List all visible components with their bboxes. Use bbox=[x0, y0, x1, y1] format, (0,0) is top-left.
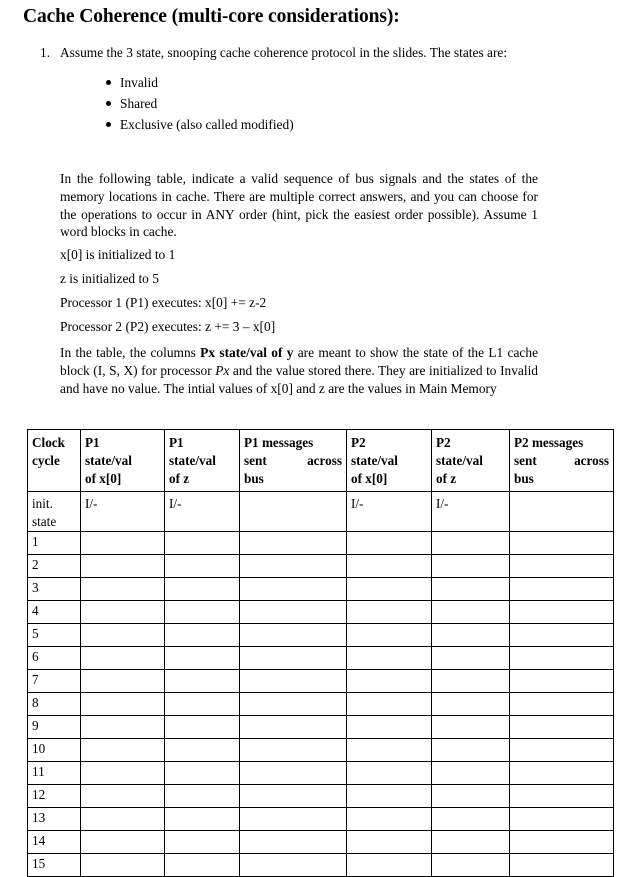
p1-z-cell[interactable] bbox=[165, 578, 240, 601]
cycle-number: 2 bbox=[28, 555, 81, 578]
header-p2-messages: P2 messages sent across bus bbox=[510, 430, 614, 492]
cycle-number: 5 bbox=[28, 624, 81, 647]
p1-msg-cell[interactable] bbox=[240, 624, 347, 647]
p2-x-cell[interactable] bbox=[347, 532, 432, 555]
p1-x-cell[interactable] bbox=[81, 624, 165, 647]
table-row bbox=[28, 808, 614, 831]
cycle-number: 6 bbox=[28, 647, 81, 670]
p2-msg-cell[interactable] bbox=[510, 601, 614, 624]
p2-x-cell[interactable] bbox=[347, 808, 432, 831]
cycle-number: 15 bbox=[28, 854, 81, 877]
p2-z-cell[interactable] bbox=[432, 762, 510, 785]
p1-x-cell[interactable] bbox=[81, 693, 165, 716]
p1-msg-cell[interactable] bbox=[240, 808, 347, 831]
p1-x-cell[interactable] bbox=[81, 532, 165, 555]
p1-msg-cell[interactable] bbox=[240, 670, 347, 693]
init-state-label: init. state bbox=[28, 492, 81, 532]
p2-x-cell[interactable] bbox=[347, 578, 432, 601]
p2-x-cell[interactable] bbox=[347, 555, 432, 578]
p1-msg-cell[interactable] bbox=[240, 532, 347, 555]
list-item: Invalid bbox=[106, 72, 540, 93]
p1-msg-cell[interactable] bbox=[240, 762, 347, 785]
table-row bbox=[28, 555, 614, 578]
p2-x-cell[interactable] bbox=[347, 601, 432, 624]
table-row bbox=[28, 785, 614, 808]
p1-x-cell[interactable] bbox=[81, 601, 165, 624]
cycle-number: 7 bbox=[28, 670, 81, 693]
p1-z-cell[interactable] bbox=[165, 670, 240, 693]
p2-z-cell[interactable] bbox=[432, 693, 510, 716]
p2-msg-cell[interactable] bbox=[510, 578, 614, 601]
p1-msg-cell[interactable] bbox=[240, 647, 347, 670]
bullet-icon bbox=[106, 80, 111, 85]
p1-x-cell[interactable] bbox=[81, 739, 165, 762]
instructions-paragraph: In the following table, indicate a valid sequence of bus signals and the states of the memory locations in cache. There are multiple correct answers, and you can choose for the operations to occur in ANY order (hint, pick the easiest order possible). Assume 1 word blocks in cache. bbox=[60, 171, 538, 240]
p2-x-cell[interactable] bbox=[347, 716, 432, 739]
p2-msg-cell[interactable] bbox=[510, 670, 614, 693]
p2-z-cell[interactable] bbox=[432, 670, 510, 693]
cycle-number: 10 bbox=[28, 739, 81, 762]
p2-msg-cell[interactable] bbox=[510, 785, 614, 808]
p1-z-cell[interactable] bbox=[165, 647, 240, 670]
p1-z-cell[interactable] bbox=[165, 716, 240, 739]
init-p2-msg-cell[interactable] bbox=[510, 492, 614, 532]
p2-z-cell[interactable] bbox=[432, 578, 510, 601]
p2-msg-cell[interactable] bbox=[510, 555, 614, 578]
header-clock-cycle: Clock cycle bbox=[28, 430, 81, 492]
coherence-table bbox=[27, 429, 614, 877]
p1-x-cell[interactable] bbox=[81, 808, 165, 831]
table-row bbox=[28, 716, 614, 739]
p2-x-cell[interactable] bbox=[347, 647, 432, 670]
p1-msg-cell[interactable] bbox=[240, 739, 347, 762]
header-p2-x: P2 state/val of x[0] bbox=[347, 430, 432, 492]
init-x-line: x[0] is initialized to 1 bbox=[60, 247, 176, 262]
p1-z-cell[interactable] bbox=[165, 624, 240, 647]
init-p2-z-cell[interactable]: I/- bbox=[432, 492, 510, 532]
init-state-row bbox=[28, 492, 614, 532]
p2-x-cell[interactable] bbox=[347, 624, 432, 647]
p1-x-cell[interactable] bbox=[81, 555, 165, 578]
p2-z-cell[interactable] bbox=[432, 854, 510, 877]
cycle-number: 11 bbox=[28, 762, 81, 785]
p1-x-cell[interactable] bbox=[81, 578, 165, 601]
p1-z-cell[interactable] bbox=[165, 808, 240, 831]
cycle-number: 14 bbox=[28, 831, 81, 854]
p2-msg-cell[interactable] bbox=[510, 739, 614, 762]
p2-z-cell[interactable] bbox=[432, 532, 510, 555]
p2-z-cell[interactable] bbox=[432, 716, 510, 739]
p2-z-cell[interactable] bbox=[432, 555, 510, 578]
p2-x-cell[interactable] bbox=[347, 670, 432, 693]
page-title: Cache Coherence (multi-core considerations): bbox=[23, 6, 400, 27]
p2-exec-line: Processor 2 (P2) executes: z += 3 – x[0] bbox=[60, 319, 276, 334]
p2-x-cell[interactable] bbox=[347, 739, 432, 762]
p2-msg-cell[interactable] bbox=[510, 854, 614, 877]
p2-msg-cell[interactable] bbox=[510, 532, 614, 555]
list-item: Shared bbox=[106, 93, 540, 114]
header-p1-x: P1 state/val of x[0] bbox=[81, 430, 165, 492]
table-row bbox=[28, 532, 614, 555]
p1-z-cell[interactable] bbox=[165, 739, 240, 762]
states-list bbox=[40, 72, 540, 135]
p2-x-cell[interactable] bbox=[347, 785, 432, 808]
p1-z-cell[interactable] bbox=[165, 854, 240, 877]
p2-z-cell[interactable] bbox=[432, 647, 510, 670]
p1-msg-cell[interactable] bbox=[240, 716, 347, 739]
cycle-number: 8 bbox=[28, 693, 81, 716]
p1-z-cell[interactable] bbox=[165, 555, 240, 578]
header-p1-messages: P1 messages sent across bus bbox=[240, 430, 347, 492]
list-item: Exclusive (also called modified) bbox=[106, 114, 540, 135]
p1-z-cell[interactable] bbox=[165, 785, 240, 808]
p1-z-cell[interactable] bbox=[165, 693, 240, 716]
init-p1-z-cell[interactable]: I/- bbox=[165, 492, 240, 532]
p1-x-cell[interactable] bbox=[81, 762, 165, 785]
table-row bbox=[28, 670, 614, 693]
p1-msg-cell[interactable] bbox=[240, 831, 347, 854]
header-p2-z: P2 state/val of z bbox=[432, 430, 510, 492]
p2-msg-cell[interactable] bbox=[510, 716, 614, 739]
init-p1-msg-cell[interactable] bbox=[240, 492, 347, 532]
p1-z-cell[interactable] bbox=[165, 762, 240, 785]
cycle-number: 4 bbox=[28, 601, 81, 624]
p1-x-cell[interactable] bbox=[81, 670, 165, 693]
question-number: 1. bbox=[40, 45, 51, 60]
p2-z-cell[interactable] bbox=[432, 624, 510, 647]
cycle-number: 9 bbox=[28, 716, 81, 739]
header-p1-z: P1 state/val of z bbox=[165, 430, 240, 492]
init-z-line: z is initialized to 5 bbox=[60, 271, 159, 286]
p2-x-cell[interactable] bbox=[347, 762, 432, 785]
table-note-paragraph: In the table, the columns Px state/val of y are meant to show the state of the L1 cache block (I, S, X) for processor Px and the value stored there. They are initialized to Invalid and have no value. The intial values of x[0] and z are the values in Main Memory bbox=[60, 345, 539, 396]
p2-z-cell[interactable] bbox=[432, 601, 510, 624]
p2-msg-cell[interactable] bbox=[510, 693, 614, 716]
p1-z-cell[interactable] bbox=[165, 831, 240, 854]
p2-x-cell[interactable] bbox=[347, 854, 432, 877]
p1-z-cell[interactable] bbox=[165, 532, 240, 555]
p2-z-cell[interactable] bbox=[432, 831, 510, 854]
init-p2-x-cell[interactable]: I/- bbox=[347, 492, 432, 532]
p1-msg-cell[interactable] bbox=[240, 578, 347, 601]
question-intro-text: Assume the 3 state, snooping cache coherence protocol in the slides. The states are: bbox=[60, 45, 508, 60]
cycle-number: 1 bbox=[28, 532, 81, 555]
cycle-number: 13 bbox=[28, 808, 81, 831]
p1-msg-cell[interactable] bbox=[240, 854, 347, 877]
bullet-icon bbox=[106, 101, 111, 106]
p1-x-cell[interactable] bbox=[81, 854, 165, 877]
p1-msg-cell[interactable] bbox=[240, 555, 347, 578]
p2-msg-cell[interactable] bbox=[510, 624, 614, 647]
table-row bbox=[28, 762, 614, 785]
cycle-number: 12 bbox=[28, 785, 81, 808]
question-intro bbox=[40, 44, 540, 135]
table-row bbox=[28, 854, 614, 877]
p2-msg-cell[interactable] bbox=[510, 647, 614, 670]
p1-msg-cell[interactable] bbox=[240, 693, 347, 716]
init-p1-x-cell[interactable]: I/- bbox=[81, 492, 165, 532]
p2-msg-cell[interactable] bbox=[510, 808, 614, 831]
table-row bbox=[28, 831, 614, 854]
cycle-number: 3 bbox=[28, 578, 81, 601]
table-header-row bbox=[28, 430, 614, 492]
p2-z-cell[interactable] bbox=[432, 808, 510, 831]
p2-z-cell[interactable] bbox=[432, 785, 510, 808]
p1-z-cell[interactable] bbox=[165, 601, 240, 624]
p2-z-cell[interactable] bbox=[432, 739, 510, 762]
p1-x-cell[interactable] bbox=[81, 785, 165, 808]
p1-msg-cell[interactable] bbox=[240, 601, 347, 624]
table-row bbox=[28, 624, 614, 647]
p1-x-cell[interactable] bbox=[81, 831, 165, 854]
bullet-icon bbox=[106, 122, 111, 127]
table-row bbox=[28, 739, 614, 762]
table-row bbox=[28, 647, 614, 670]
p2-x-cell[interactable] bbox=[347, 831, 432, 854]
table-row bbox=[28, 601, 614, 624]
p1-msg-cell[interactable] bbox=[240, 785, 347, 808]
p1-x-cell[interactable] bbox=[81, 647, 165, 670]
p2-msg-cell[interactable] bbox=[510, 762, 614, 785]
table-row bbox=[28, 578, 614, 601]
p1-x-cell[interactable] bbox=[81, 716, 165, 739]
p2-x-cell[interactable] bbox=[347, 693, 432, 716]
p1-exec-line: Processor 1 (P1) executes: x[0] += z-2 bbox=[60, 295, 267, 310]
table-row bbox=[28, 693, 614, 716]
p2-msg-cell[interactable] bbox=[510, 831, 614, 854]
